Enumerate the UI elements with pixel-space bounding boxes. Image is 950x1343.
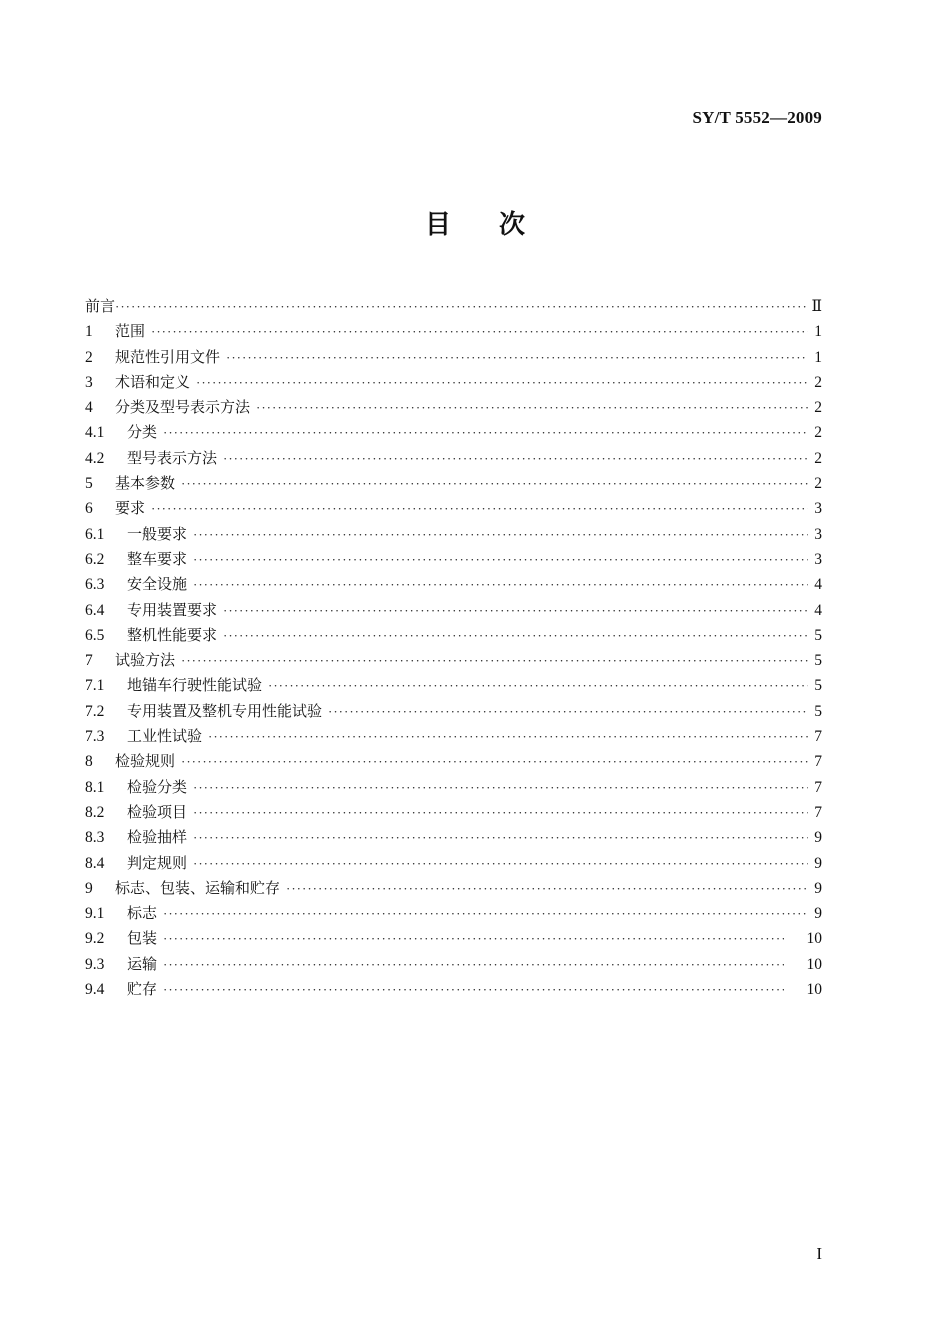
toc-entry-page: 7: [814, 753, 822, 771]
toc-entry-number: 9.3: [85, 955, 105, 973]
toc-leader-dots: [163, 926, 784, 951]
page-title: 目次: [424, 210, 573, 240]
toc-entry-label: 标志: [127, 904, 158, 923]
toc-entry-number: 8.2: [85, 803, 105, 821]
toc-entry-label: 整机性能要求: [127, 625, 218, 644]
toc-entry-page: 5: [814, 702, 822, 720]
toc-entry[interactable]: [85, 926, 822, 951]
toc-entry-label: 包装: [127, 929, 158, 948]
toc-entry-page: 10: [806, 955, 822, 973]
toc-leader-dots: [223, 446, 808, 471]
toc-entry-number: 6.5: [85, 626, 105, 644]
toc-entry-label: 规范性引用文件: [115, 347, 221, 366]
toc-leader-dots: [268, 673, 808, 698]
toc-entry[interactable]: [85, 952, 822, 977]
toc-entry[interactable]: [85, 319, 822, 344]
toc-entry-page: 5: [814, 652, 822, 670]
toc-entry-label: 范围: [115, 322, 146, 341]
toc-entry[interactable]: [85, 471, 822, 496]
toc-entry-label: 要求: [115, 499, 146, 518]
toc-leader-dots: [181, 471, 808, 496]
toc-leader-dots: [193, 572, 808, 597]
toc-leader-dots: [223, 598, 808, 623]
toc-entry-page: 7: [814, 728, 822, 746]
toc-leader-dots: [286, 876, 808, 901]
toc-entry-number: 7.3: [85, 728, 105, 746]
toc-entry-page: 3: [814, 525, 822, 543]
toc-entry-number: 9: [85, 879, 93, 897]
toc-entry-label: 检验项目: [127, 802, 188, 821]
toc-entry-number: 7.1: [85, 677, 105, 695]
toc-entry[interactable]: [85, 673, 822, 698]
toc-entry[interactable]: [85, 825, 822, 850]
table-of-contents: [85, 294, 822, 1002]
toc-entry[interactable]: [85, 294, 822, 319]
toc-entry-page: 2: [814, 424, 822, 442]
toc-entry-page: 7: [814, 778, 822, 796]
toc-entry-label: 安全设施: [127, 575, 188, 594]
toc-entry-label: 判定规则: [127, 853, 188, 872]
toc-entry-number: 9.1: [85, 905, 105, 923]
toc-entry[interactable]: [85, 876, 822, 901]
toc-entry-label: 检验分类: [127, 777, 188, 796]
toc-entry-number: 6.2: [85, 550, 105, 568]
toc-leader-dots: [208, 724, 808, 749]
toc-entry-number: 4.2: [85, 449, 105, 467]
toc-entry-number: 8: [85, 753, 93, 771]
toc-entry-number: 4.1: [85, 424, 105, 442]
toc-entry-label: 工业性试验: [127, 727, 203, 746]
toc-leader-dots: [193, 522, 808, 547]
toc-entry[interactable]: [85, 775, 822, 800]
toc-entry[interactable]: [85, 800, 822, 825]
toc-entry-page: 3: [814, 500, 822, 518]
toc-entry-number: 8.1: [85, 778, 105, 796]
toc-entry-page: 1: [814, 323, 822, 341]
toc-entry-number: 6.3: [85, 576, 105, 594]
toc-leader-dots: [115, 294, 807, 319]
toc-entry-page: 9: [814, 829, 822, 847]
toc-leader-dots: [196, 370, 808, 395]
toc-entry-number: 9.4: [85, 981, 105, 999]
toc-entry-page: 3: [814, 550, 822, 568]
toc-entry-label: 整车要求: [127, 549, 188, 568]
toc-entry[interactable]: [85, 724, 822, 749]
toc-entry-label: 专用装置及整机专用性能试验: [127, 701, 323, 720]
toc-entry[interactable]: [85, 370, 822, 395]
toc-leader-dots: [328, 699, 808, 724]
toc-entry-page: 10: [806, 930, 822, 948]
toc-entry-page: 9: [814, 854, 822, 872]
toc-entry-label: 检验规则: [115, 752, 176, 771]
toc-entry-page: 1: [814, 348, 822, 366]
toc-entry[interactable]: [85, 496, 822, 521]
toc-entry[interactable]: [85, 547, 822, 572]
toc-leader-dots: [181, 648, 808, 673]
toc-entry-page: 4: [814, 576, 822, 594]
toc-entry[interactable]: [85, 395, 822, 420]
toc-leader-dots: [163, 901, 808, 926]
toc-entry[interactable]: [85, 522, 822, 547]
toc-entry-label: 术语和定义: [115, 372, 191, 391]
toc-entry-label: 地锚车行驶性能试验: [127, 676, 263, 695]
toc-entry-label: 型号表示方法: [127, 448, 218, 467]
toc-entry[interactable]: [85, 420, 822, 445]
toc-leader-dots: [193, 547, 808, 572]
toc-leader-dots: [193, 825, 808, 850]
toc-entry[interactable]: [85, 851, 822, 876]
toc-leader-dots: [223, 623, 808, 648]
toc-leader-dots: [193, 851, 808, 876]
toc-entry-number: 3: [85, 373, 93, 391]
toc-entry-page: Ⅱ: [811, 298, 822, 315]
toc-leader-dots: [181, 749, 808, 774]
toc-entry[interactable]: [85, 623, 822, 648]
toc-entry[interactable]: [85, 901, 822, 926]
toc-entry-page: 2: [814, 475, 822, 493]
toc-entry-number: 8.4: [85, 854, 105, 872]
toc-entry-page: 7: [814, 803, 822, 821]
toc-leader-dots: [193, 775, 808, 800]
toc-leader-dots: [163, 952, 784, 977]
toc-entry-label: 基本参数: [115, 474, 176, 493]
toc-entry-number: 4: [85, 399, 93, 417]
toc-entry-label: 一般要求: [127, 524, 188, 543]
toc-entry-number: 6.4: [85, 601, 105, 619]
toc-leader-dots: [256, 395, 808, 420]
toc-entry[interactable]: [85, 345, 822, 370]
toc-entry[interactable]: [85, 977, 822, 1002]
toc-entry-number: 5: [85, 475, 93, 493]
toc-entry-label: 运输: [127, 954, 158, 973]
toc-entry-label: 专用装置要求: [127, 600, 218, 619]
toc-entry-number: 9.2: [85, 930, 105, 948]
toc-entry-number: 7: [85, 652, 93, 670]
toc-entry-page: 2: [814, 399, 822, 417]
toc-entry-page: 4: [814, 601, 822, 619]
page-number: I: [816, 1244, 822, 1263]
toc-leader-dots: [226, 345, 808, 370]
toc-entry[interactable]: [85, 572, 822, 597]
toc-entry-number: 7.2: [85, 702, 105, 720]
toc-leader-dots: [163, 977, 784, 1002]
toc-entry-label: 前言: [85, 297, 116, 315]
toc-leader-dots: [151, 496, 808, 521]
toc-entry-number: 6.1: [85, 525, 105, 543]
toc-entry[interactable]: [85, 446, 822, 471]
toc-leader-dots: [163, 420, 808, 445]
toc-entry-number: 2: [85, 348, 93, 366]
toc-entry-label: 分类: [127, 423, 158, 442]
toc-entry-label: 分类及型号表示方法: [115, 398, 251, 417]
toc-entry-page: 10: [806, 981, 822, 999]
toc-entry-label: 贮存: [127, 980, 158, 999]
toc-entry-page: 9: [814, 879, 822, 897]
toc-entry-page: 5: [814, 677, 822, 695]
toc-entry[interactable]: [85, 749, 822, 774]
toc-entry[interactable]: [85, 699, 822, 724]
toc-entry-page: 2: [814, 449, 822, 467]
toc-entry[interactable]: [85, 648, 822, 673]
toc-entry-number: 6: [85, 500, 93, 518]
toc-entry-page: 9: [814, 905, 822, 923]
toc-entry-page: 5: [814, 626, 822, 644]
toc-entry-number: 1: [85, 323, 93, 341]
standard-code: SY/T 5552—2009: [692, 108, 822, 127]
toc-entry[interactable]: [85, 598, 822, 623]
toc-entry-page: 2: [814, 373, 822, 391]
toc-entry-label: 标志、包装、运输和贮存: [115, 878, 281, 897]
toc-entry-label: 检验抽样: [127, 828, 188, 847]
toc-leader-dots: [151, 319, 808, 344]
toc-entry-label: 试验方法: [115, 651, 176, 670]
toc-entry-number: 8.3: [85, 829, 105, 847]
toc-leader-dots: [193, 800, 808, 825]
